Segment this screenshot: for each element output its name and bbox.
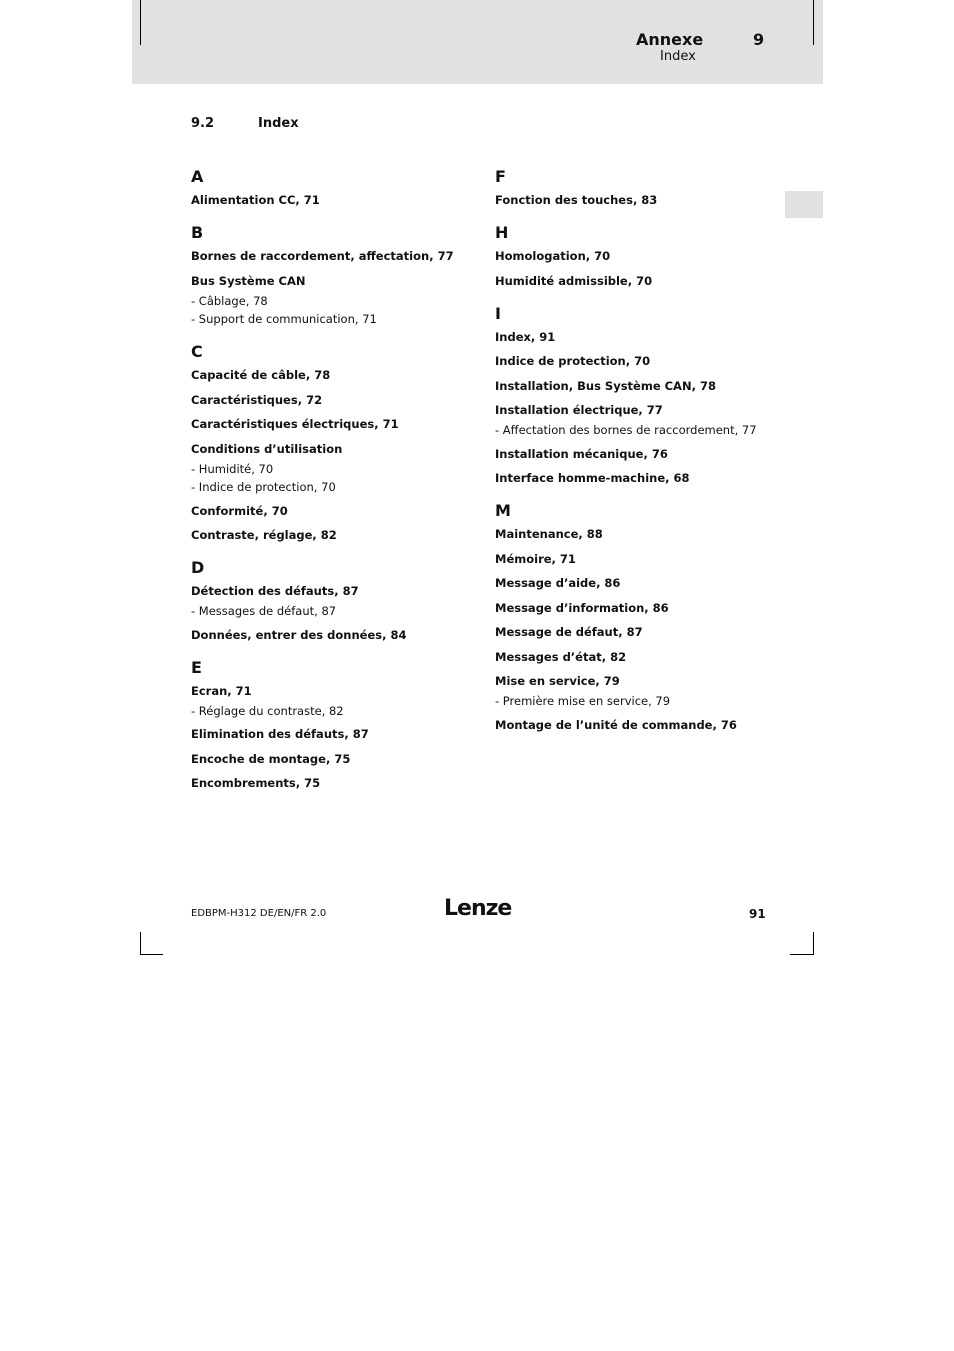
index-letter: M: [495, 501, 511, 520]
index-entry: Conditions d’utilisation: [191, 441, 343, 456]
header-band: [132, 0, 823, 84]
index-subentry: - Messages de défaut, 87: [191, 604, 337, 618]
index-entry: Message de défaut, 87: [495, 625, 643, 639]
index-entry: Message d’aide, 86: [495, 576, 621, 590]
index-entry: Encoche de montage, 75: [191, 751, 351, 766]
section-number: 9.2: [191, 116, 215, 131]
index-group: [191, 343, 481, 542]
index-entry: Installation mécanique, 76: [495, 446, 668, 461]
index-entry: Humidité admissible, 70: [495, 273, 653, 288]
index-group: [191, 659, 481, 791]
crop-mark-top-left: [140, 0, 141, 45]
index-letter: F: [495, 167, 506, 186]
crop-mark-bottom-right-h: [790, 954, 814, 955]
crop-mark-bottom-right-v: [813, 932, 814, 955]
index-entry: Alimentation CC, 71: [191, 193, 320, 207]
index-entry: Elimination des défauts, 87: [191, 727, 369, 741]
index-group: [495, 305, 785, 486]
index-group: [495, 502, 785, 732]
index-entry: Message d’information, 86: [495, 600, 669, 615]
index-subentry: - Première mise en service, 79: [495, 694, 671, 708]
index-entry: Mémoire, 71: [495, 551, 576, 566]
index-subentry: - Support de communication, 71: [191, 312, 377, 326]
index-entry: Homologation, 70: [495, 249, 611, 263]
index-letter: C: [191, 342, 203, 361]
index-entry: Mise en service, 79: [495, 674, 620, 688]
index-entry: Caractéristiques, 72: [191, 392, 323, 407]
index-entry: Bus Système CAN: [191, 273, 306, 288]
index-entry: Détection des défauts, 87: [191, 584, 359, 598]
index-group: [191, 224, 481, 326]
index-subentry: - Affectation des bornes de raccordement, 77: [495, 423, 757, 437]
index-entry: Capacité de câble, 78: [191, 368, 331, 382]
index-group: [495, 224, 785, 288]
chapter-title: Annexe: [636, 30, 704, 49]
crop-mark-top-right: [813, 0, 814, 45]
section-title: Index: [258, 116, 299, 131]
crop-mark-bottom-left-v: [140, 932, 141, 955]
index-entry: Contraste, réglage, 82: [191, 528, 337, 542]
index-entry: Caractéristiques électriques, 71: [191, 417, 399, 431]
index-subentry: - Câblage, 78: [191, 293, 268, 308]
index-subentry: - Réglage du contraste, 82: [191, 703, 344, 718]
index-subentry: - Indice de protection, 70: [191, 480, 336, 494]
index-group: [191, 168, 481, 207]
index-letter: A: [191, 167, 204, 186]
index-letter: D: [191, 558, 205, 577]
index-entry: Montage de l’unité de commande, 76: [495, 717, 737, 732]
index-letter: B: [191, 223, 204, 242]
index-letter: H: [495, 223, 509, 242]
index-entry: Encombrements, 75: [191, 776, 321, 790]
chapter-side-tab: [785, 191, 823, 218]
page-number: 91: [749, 907, 766, 921]
index-entry: Indice de protection, 70: [495, 354, 651, 368]
chapter-subtitle: Index: [660, 49, 696, 64]
document-id: EDBPM-H312 DE/EN/FR 2.0: [191, 908, 327, 919]
index-group: [191, 559, 481, 642]
index-letter: E: [191, 657, 202, 677]
index-letter: I: [495, 303, 501, 323]
index-entry: Installation électrique, 77: [495, 403, 663, 417]
index-column-right: [495, 168, 785, 749]
index-entry: Ecran, 71: [191, 683, 252, 698]
crop-mark-bottom-left-h: [140, 954, 163, 955]
index-entry: Index, 91: [495, 329, 556, 344]
index-group: [495, 168, 785, 207]
index-entry: Bornes de raccordement, affectation, 77: [191, 249, 454, 263]
chapter-number: 9: [753, 30, 765, 49]
index-entry: Messages d’état, 82: [495, 649, 627, 664]
lenze-logo: Lenze: [444, 896, 512, 921]
index-subentry: - Humidité, 70: [191, 461, 274, 476]
index-entry: Interface homme-machine, 68: [495, 471, 690, 485]
index-entry: Installation, Bus Système CAN, 78: [495, 378, 716, 393]
index-entry: Conformité, 70: [191, 503, 288, 518]
index-entry: Maintenance, 88: [495, 527, 603, 541]
index-entry: Fonction des touches, 83: [495, 193, 658, 207]
index-entry: Données, entrer des données, 84: [191, 627, 407, 642]
index-column-left: [191, 168, 481, 807]
